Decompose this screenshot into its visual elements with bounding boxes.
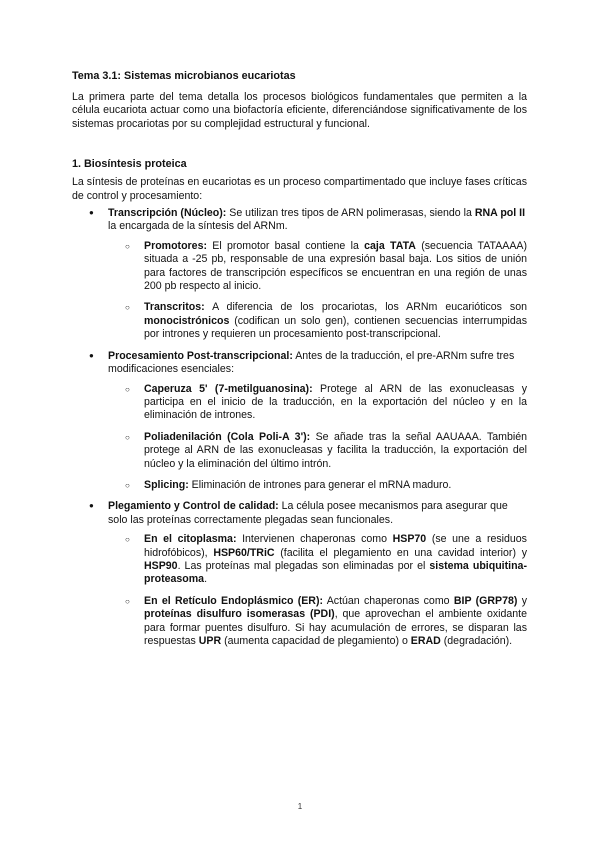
sub-item-text: . Las proteínas mal plegadas son eliminadas por el (177, 559, 430, 572)
item-label: Transcripción (Núcleo): (108, 207, 227, 220)
document-page (72, 70, 527, 656)
sub-item-label: Transcritos: (144, 301, 205, 314)
sub-item-label: Caperuza 5' (7-metilguanosina): (144, 382, 313, 395)
sub-item-text: Se añade tras la señal AAUAAA. También protege al ARN de las exonucleasas y facilita la traducción, la exportación del núcleo y la eliminación del último intrón. (144, 430, 527, 470)
sub-item-text: . (204, 573, 208, 586)
sub-item-transcritos (144, 301, 527, 341)
bold-term: monocistrónicos (144, 314, 230, 327)
sub-item-label: Promotores: (144, 239, 207, 252)
bold-term: RNA pol II (474, 207, 526, 220)
sub-item-text: (codifican un solo gen), contienen secuencias interrumpidas por intrones y requieren un procesamiento post-transcripcional. (144, 314, 527, 341)
intro-paragraph: La primera parte del tema detalla los procesos biológicos fundamentales que permiten a la célula eucariota actuar como una biofactoría eficiente, diferenciándose significativamente de los sistemas procariotas por su complejidad estructural y funcional. (72, 91, 527, 130)
sub-item-text: El promotor basal contiene la (206, 239, 365, 252)
sub-item-splicing (144, 479, 527, 492)
sub-item-text: (secuencia TATAAAA) situada a -25 pb, responsable de una expresión basal baja. Los sitios de unión para factores de transcripción específicos se encuentran en una región de unas 200 pb respecto al inicio. (144, 239, 527, 293)
sub-item-text: Protege al ARN de las exonucleasas y participa en el inicio de la traducción, en la exportación del núcleo y en la eliminación de intrones. (144, 382, 528, 422)
list-item-transcripcion (108, 207, 527, 342)
sub-item-text: (facilita el plegamiento en una cavidad interior) y (274, 546, 527, 559)
sub-item-text: Intervienen chaperonas como (236, 533, 393, 546)
sub-item-text: (degradación). (440, 635, 513, 647)
sub-item-reticulo (144, 595, 527, 649)
sub-item-label: En el citoplasma: (144, 533, 237, 546)
sub-item-text: y (517, 594, 527, 607)
sub-item-label: Poliadenilación (Cola Poli-A 3'): (144, 430, 311, 443)
item-label: Plegamiento y Control de calidad: (108, 500, 279, 513)
document-title: Tema 3.1: Sistemas microbianos eucariotas (72, 70, 296, 82)
sub-item-text: , que aprovechan el ambiente oxidante para formar puentes disulfuro. Si hay acumulación de errores, se disparan las respuestas (144, 608, 527, 647)
sub-item-caperuza (144, 383, 527, 423)
main-list (72, 207, 527, 648)
sub-item-label: En el Retículo Endoplásmico (ER): (144, 594, 324, 607)
sub-item-text: (se une a residuos hidrofóbicos), (144, 533, 527, 559)
page-number: 1 (297, 802, 303, 811)
bold-term: caja TATA (364, 239, 416, 252)
list-item-plegamiento (108, 500, 527, 648)
bold-term: HSP60/TRiC (213, 546, 275, 559)
item-text: la encargada de la síntesis del ARNm. (108, 220, 288, 233)
bold-term: sistema ubiquitina-proteasoma (144, 559, 527, 586)
item-label: Procesamiento Post-transcripcional: (108, 349, 293, 362)
sub-item-poliadenilacion (144, 431, 527, 471)
sub-list (108, 533, 527, 648)
sub-item-text: Eliminación de intrones para generar el mRNA maduro. (188, 478, 452, 491)
list-item-procesamiento (108, 350, 527, 493)
bold-term: HSP70 (392, 533, 427, 546)
item-text: Antes de la traducción, el pre-ARNm sufre tres modificaciones esenciales: (108, 349, 515, 376)
bold-term: UPR (198, 635, 222, 647)
sub-item-promotores (144, 240, 527, 294)
sub-list (108, 240, 527, 342)
section-heading: 1. Biosíntesis proteica (72, 158, 187, 171)
section-intro: La síntesis de proteínas en eucariotas es un proceso compartimentado que incluye fases críticas de control y procesamiento: (72, 176, 527, 202)
sub-list (108, 383, 527, 493)
sub-item-text: Actúan chaperonas como (323, 594, 454, 607)
sub-item-text: A diferencia de los procariotas, los ARNm eucarióticos son (204, 301, 527, 314)
item-text: Se utilizan tres tipos de ARN polimerasas, siendo la (226, 207, 475, 220)
bold-term: BIP (GRP78) (453, 594, 518, 607)
item-text: La célula posee mecanismos para asegurar que solo las proteínas correctamente plegadas sean funcionales. (108, 500, 508, 526)
bold-term: ERAD (410, 635, 441, 647)
sub-item-text: (aumenta capacidad de plegamiento) o (221, 635, 411, 647)
bold-term: proteínas disulfuro isomerasas (PDI) (144, 608, 335, 621)
sub-item-citoplasma (144, 533, 527, 587)
sub-item-label: Splicing: (144, 478, 189, 491)
bold-term: HSP90 (144, 559, 178, 572)
